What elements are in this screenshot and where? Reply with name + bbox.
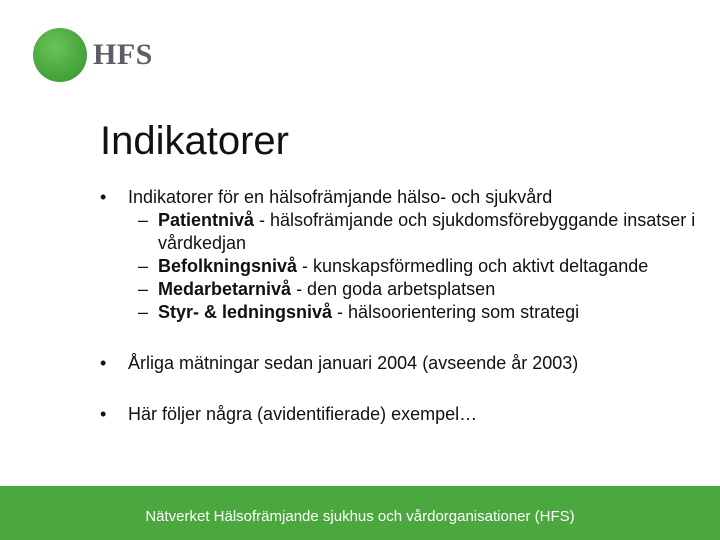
hfs-logo bbox=[33, 27, 153, 83]
footer-bar bbox=[0, 486, 720, 540]
bullet-text: Indikatorer för en hälsofrämjande hälso- och sjukvård bbox=[128, 187, 553, 207]
bullet-text: Här följer några (avidentifierade) exempel bbox=[128, 404, 460, 424]
sub-item-text: - hälsofrämjande och sjukdomsförebyggande insatser i vårdkedjan bbox=[158, 210, 696, 253]
dash-marker: – bbox=[138, 279, 149, 299]
bullet-marker: • bbox=[100, 404, 107, 424]
sub-item-term: Styr- & ledningsnivå bbox=[158, 302, 333, 322]
sub-item bbox=[100, 255, 700, 278]
dash-marker: – bbox=[138, 302, 149, 322]
bullet-item bbox=[100, 403, 700, 426]
sub-item bbox=[100, 209, 700, 255]
slide-content bbox=[100, 186, 700, 426]
sub-item-term: Medarbetarnivå bbox=[158, 279, 292, 299]
ellipsis: … bbox=[459, 404, 480, 424]
sub-item-term: Befolkningsnivå bbox=[158, 256, 298, 276]
dash-marker: – bbox=[138, 256, 149, 276]
sub-item bbox=[100, 301, 700, 324]
bullet-marker: • bbox=[100, 187, 107, 207]
bullet-item bbox=[100, 186, 700, 209]
bullet-text: Årliga mätningar sedan januari 2004 (avseende år 2003) bbox=[128, 353, 579, 373]
dash-marker: – bbox=[138, 210, 149, 230]
sub-item-text: - kunskapsförmedling och aktivt deltagande bbox=[297, 256, 649, 276]
sub-item-term: Patientnivå bbox=[158, 210, 255, 230]
slide-title: Indikatorer bbox=[100, 119, 289, 163]
sub-item-text: - hälsoorientering som strategi bbox=[332, 302, 580, 322]
sub-item bbox=[100, 278, 700, 301]
logo-circle-icon bbox=[33, 28, 87, 82]
sub-item-text: - den goda arbetsplatsen bbox=[291, 279, 496, 299]
logo-text: HFS bbox=[93, 38, 153, 71]
bullet-item bbox=[100, 352, 700, 375]
footer-text: Nätverket Hälsofrämjande sjukhus och vårdorganisationer (HFS) bbox=[145, 508, 575, 525]
bullet-marker: • bbox=[100, 353, 107, 373]
